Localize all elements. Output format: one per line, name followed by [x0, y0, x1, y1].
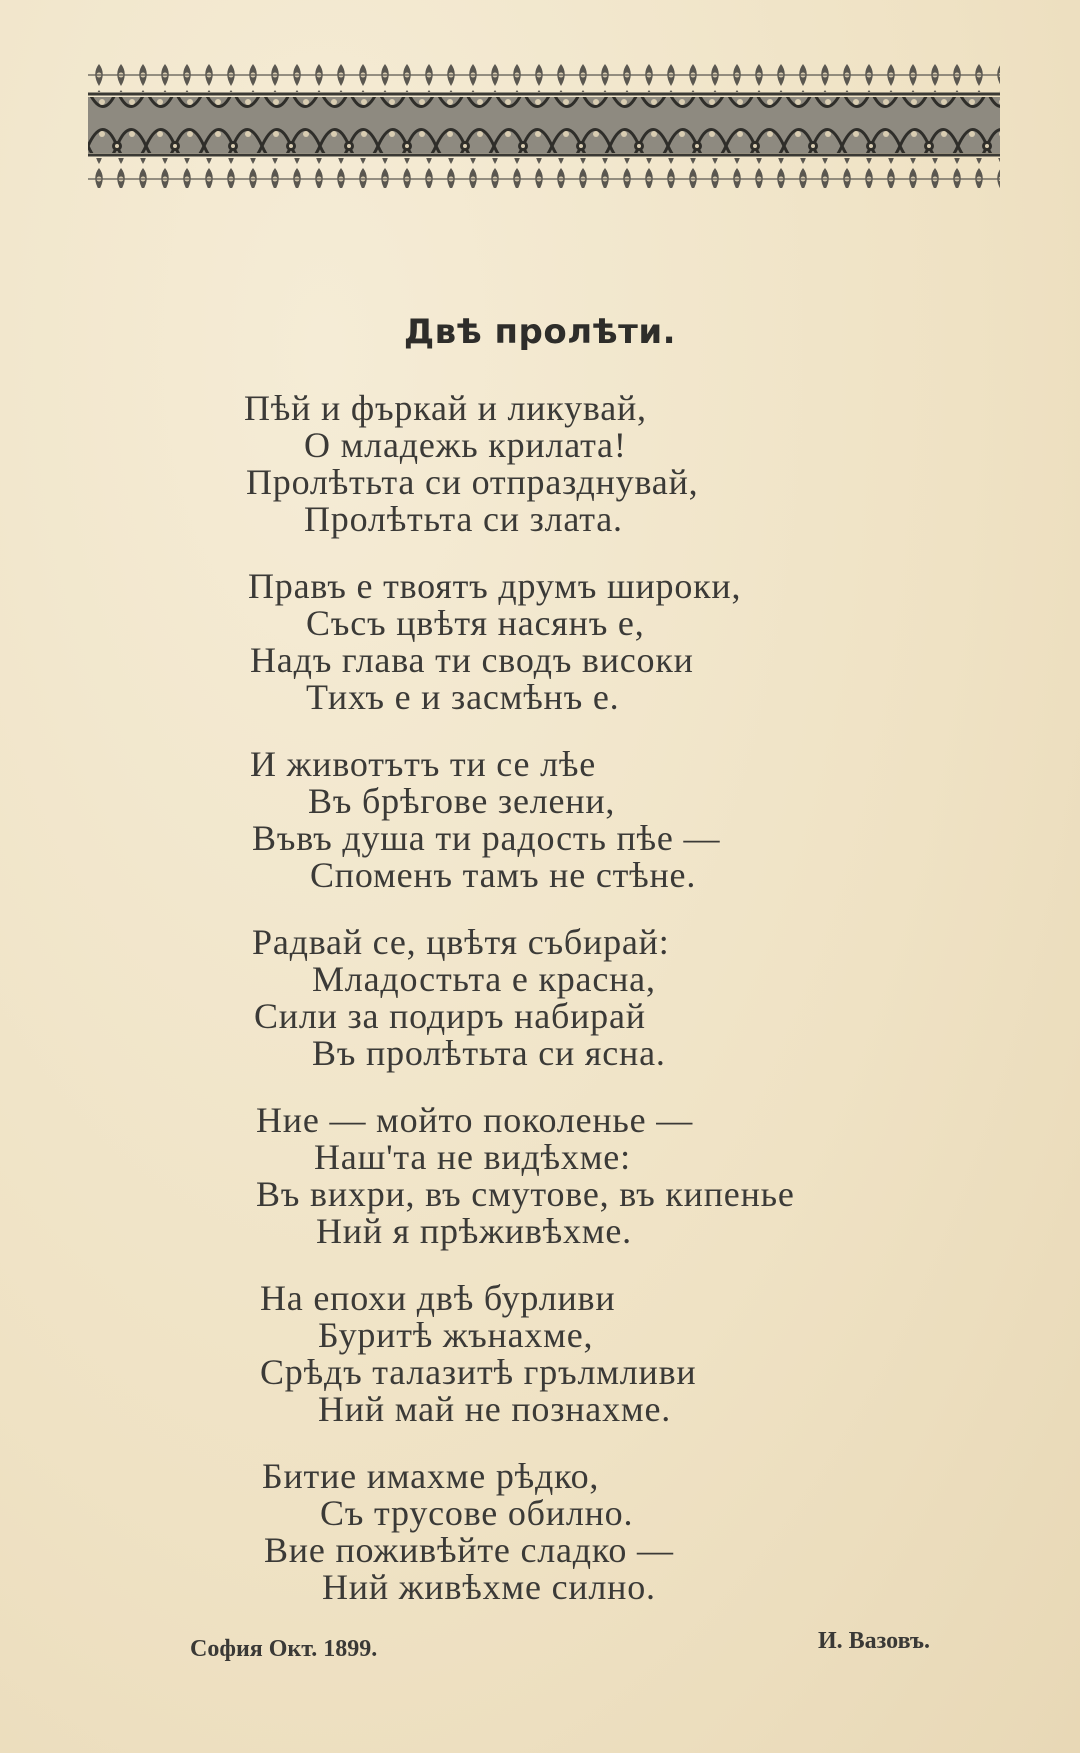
poem-line: Съ трусове обилно.: [320, 1493, 634, 1533]
poem-line: Вие поживѣйте сладко —: [264, 1530, 674, 1570]
poem-line: Ний живѣхме силно.: [322, 1567, 656, 1607]
poem-line: Буритѣ жънахме,: [318, 1315, 594, 1355]
stanza: [0, 1102, 1080, 1250]
place-and-date: София Окт. 1899.: [190, 1636, 378, 1662]
stanza: [0, 1458, 1080, 1606]
poem-line: Надъ глава ти сводъ високи: [250, 640, 694, 680]
stanza: [0, 390, 1080, 538]
poem-line: И животътъ ти се лѣе: [250, 744, 596, 784]
poem-line: Правъ е твоятъ друмъ широки,: [248, 566, 742, 606]
poem-line: Срѣдъ талазитѣ грълмливи: [260, 1352, 697, 1392]
poem-line: Битие имахме рѣдко,: [262, 1456, 600, 1496]
poem-title: Двѣ пролѣти.: [403, 312, 677, 352]
poem-line: Въвъ душа ти радость пѣе —: [252, 818, 721, 858]
poem-line: Пролѣтьта си отпразднувай,: [246, 462, 699, 502]
poem-line: Ний я прѣживѣхме.: [316, 1211, 632, 1251]
poem-line: Пролѣтьта си злата.: [304, 499, 623, 539]
stanza: [0, 924, 1080, 1072]
poem-line: О младежь крилата!: [304, 425, 627, 465]
poem-line: Споменъ тамъ не стѣне.: [310, 855, 697, 895]
poem-line: Радвай се, цвѣтя събирай:: [252, 922, 670, 962]
stanza: [0, 568, 1080, 716]
poem-line: Ние — мойто поколенье —: [256, 1100, 694, 1140]
poem-line: Въ вихри, въ смутове, въ кипенье: [256, 1174, 795, 1214]
poem-body: [0, 390, 1080, 1636]
decorative-header-ornament: [88, 62, 1000, 188]
stanza: [0, 746, 1080, 894]
poem-line: Сили за подиръ набирай: [254, 996, 646, 1036]
poem-line: Младостьта е красна,: [312, 959, 656, 999]
poem-line: Пѣй и фъркай и ликувай,: [244, 388, 647, 428]
stanza: [0, 1280, 1080, 1428]
poem-line: Съсъ цвѣтя насянъ е,: [306, 603, 645, 643]
poem-line: Тихъ е и засмѣнъ е.: [306, 677, 620, 717]
poem-line: Въ пролѣтьта си ясна.: [312, 1033, 666, 1073]
poem-line: Наш'та не видѣхме:: [314, 1137, 631, 1177]
poem-line: Въ брѣгове зелени,: [308, 781, 616, 821]
poem-line: Ний май не познахме.: [318, 1389, 672, 1429]
poem-line: На епохи двѣ бурливи: [260, 1278, 616, 1318]
author-signature: И. Вазовъ.: [818, 1628, 930, 1654]
